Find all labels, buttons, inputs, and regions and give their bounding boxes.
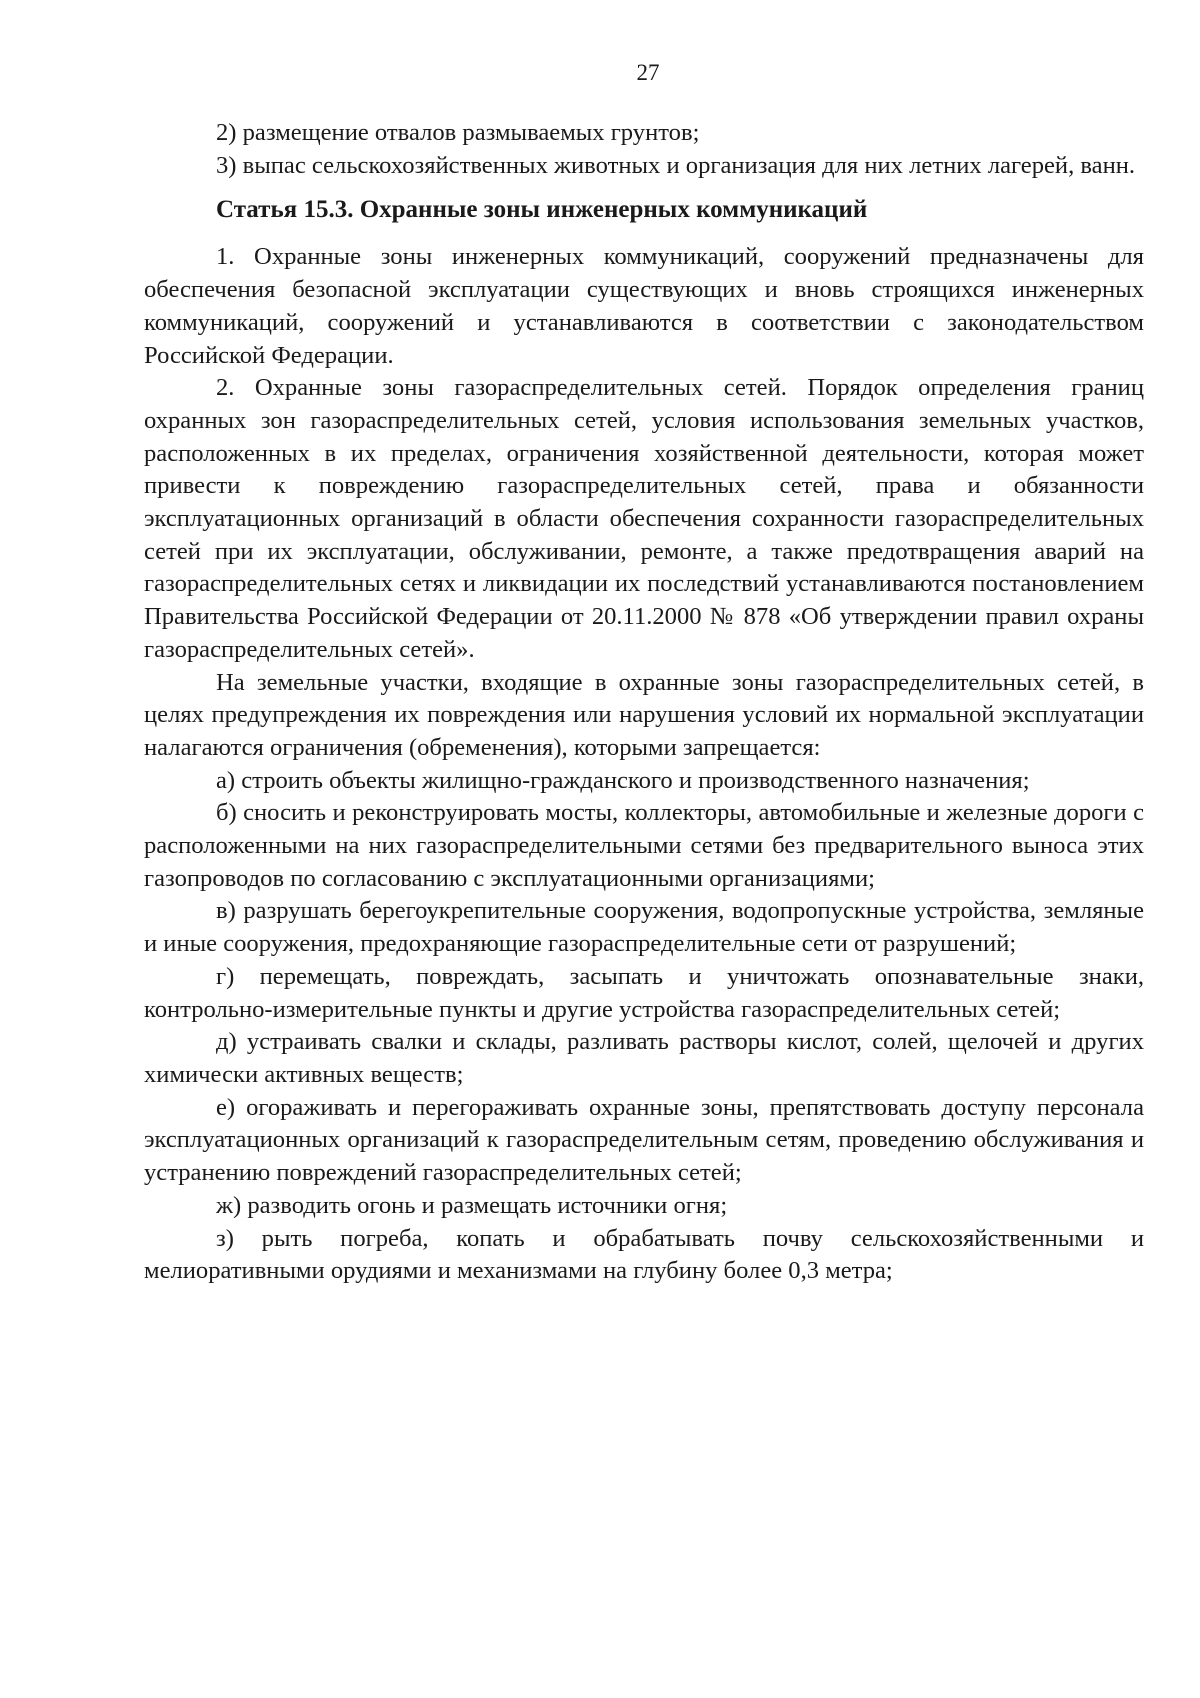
article-heading: Статья 15.3. Охранные зоны инженерных коммуникаций: [216, 196, 868, 224]
restriction-z: з) рыть погреба, копать и обрабатывать почву сельскохозяйственными и мелиоративными орудиями и механизмами на глубину более 0,3 метра;: [144, 1224, 1144, 1285]
paragraph-restrictions-intro: На земельные участки, входящие в охранные зоны газораспределительных сетей, в целях предупреждения их повреждения или нарушения условий их нормальной эксплуатации налагаются ограничения (обременения), которыми запрещается:: [144, 668, 1144, 761]
paragraph-item-3: 3) выпас сельскохозяйственных животных и организация для них летних лагерей, ванн.: [216, 151, 1136, 179]
paragraph-1: 1. Охранные зоны инженерных коммуникаций, сооружений предназначены для обеспечения безопасной эксплуатации существующих и вновь строящихся инженерных коммуникаций, сооружений и устанавливаются в соответствии с законодательством Российской Федерации.: [144, 243, 1144, 369]
restriction-g: г) перемещать, повреждать, засыпать и уничтожать опознавательные знаки, контрольно-измерительные пункты и другие устройства газораспределительных сетей;: [144, 962, 1144, 1023]
restriction-e: е) огораживать и перегораживать охранные зоны, препятствовать доступу персонала эксплуатационных организаций к газораспределительным сетям, проведению обслуживания и устранению повреждений газораспределительных сетей;: [144, 1093, 1144, 1187]
paragraph-2: 2. Охранные зоны газораспределительных сетей. Порядок определения границ охранных зон газораспределительных сетей, условия использования земельных участков, расположенных в их пределах, ограничения хозяйственной деятельности, которая может привести к повреждению газораспределительных сетей, права и обязанности эксплуатационных организаций в области обеспечения сохранности газораспределительных сетей при их эксплуатации, обслуживании, ремонте, а также предотвращения аварий на газораспределительных сетях и ликвидации их последствий устанавливаются постановлением Правительства Российской Федерации от 20.11.2000 № 878 «Об утверждении правил охраны газораспределительных сетей».: [144, 374, 1144, 663]
restriction-d: д) устраивать свалки и склады, разливать растворы кислот, солей, щелочей и других химически активных веществ;: [144, 1028, 1144, 1088]
paragraph-item-2: 2) размещение отвалов размываемых грунтов;: [216, 119, 700, 146]
restriction-v: в) разрушать берегоукрепительные сооружения, водопропускные устройства, земляные и иные сооружения, предохраняющие газораспределительные сети от разрушений;: [144, 897, 1144, 958]
restriction-a: а) строить объекты жилищно-гражданского и производственного назначения;: [216, 766, 1030, 794]
restriction-zh: ж) разводить огонь и размещать источники огня;: [216, 1191, 728, 1219]
restriction-b: б) сносить и реконструировать мосты, коллекторы, автомобильные и железные дороги с расположенными на них газораспределительными сетями без предварительного выноса этих газопроводов по согласованию с эксплуатационными организациями;: [144, 799, 1144, 892]
document-body: [144, 117, 1144, 1288]
page-number: 27: [636, 60, 660, 85]
